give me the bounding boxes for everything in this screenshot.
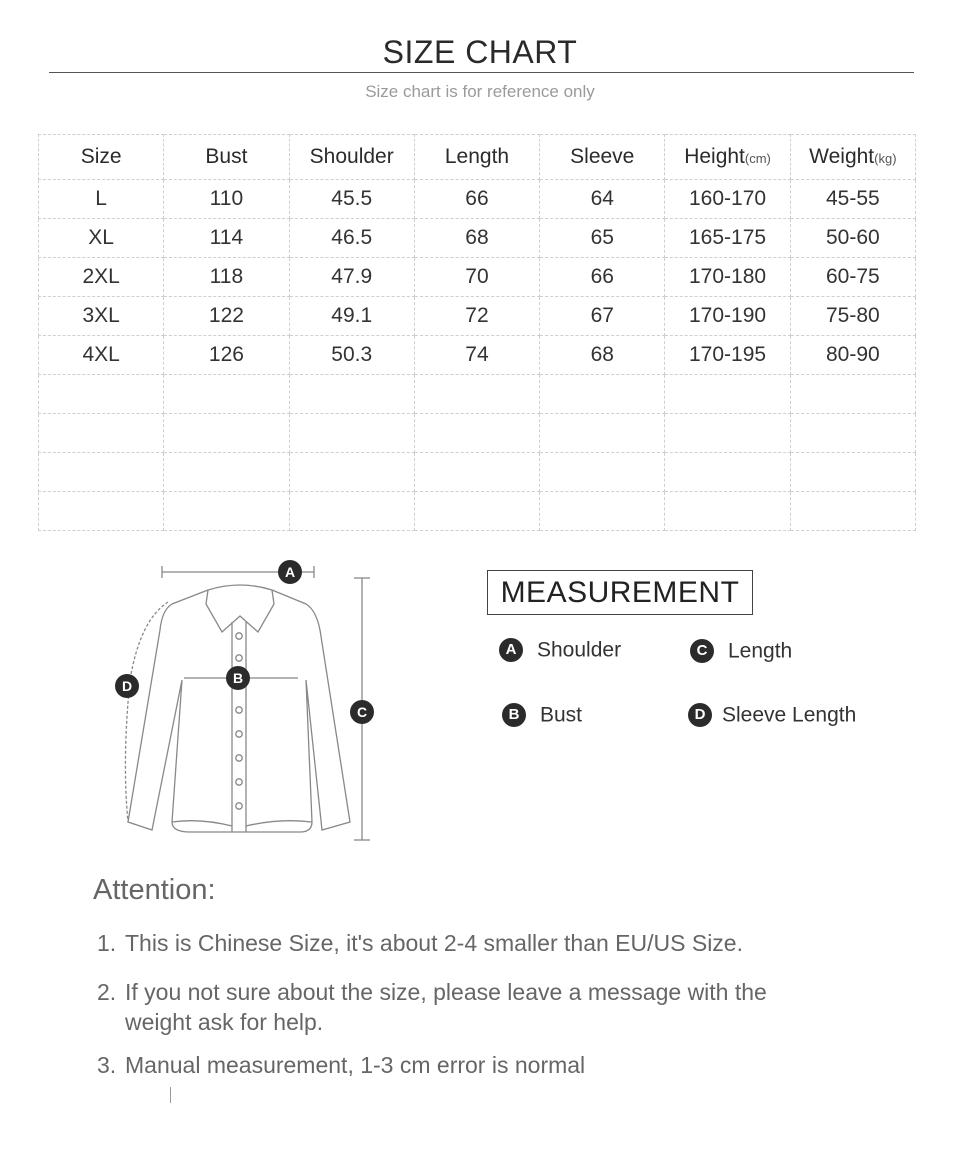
table-row-empty: [39, 414, 916, 453]
legend-length-label: Length: [728, 639, 793, 663]
attention-item-3-num: 3.: [97, 1052, 117, 1078]
empty-cell: [39, 453, 164, 492]
legend-sleeve-length: [688, 703, 856, 727]
cell-height: 170-180: [665, 258, 790, 297]
empty-cell: [289, 492, 414, 531]
attention-item-2-text-cont: weight ask for help.: [125, 1009, 324, 1035]
col-header-shoulder: Shoulder: [289, 135, 414, 180]
title-divider: [49, 72, 914, 73]
empty-cell: [39, 492, 164, 531]
cell-shoulder: 50.3: [289, 336, 414, 375]
empty-cell: [414, 375, 539, 414]
cell-size: XL: [39, 219, 164, 258]
legend-d-badge: D: [688, 703, 712, 727]
cell-bust: 126: [164, 336, 289, 375]
empty-cell: [665, 414, 790, 453]
empty-cell: [540, 414, 665, 453]
marker-a-label: A: [284, 564, 296, 580]
cell-height: 165-175: [665, 219, 790, 258]
empty-cell: [540, 453, 665, 492]
cell-bust: 114: [164, 219, 289, 258]
cell-shoulder: 49.1: [289, 297, 414, 336]
empty-cell: [164, 414, 289, 453]
attention-item-3: [97, 1050, 585, 1080]
size-table: [38, 134, 916, 531]
divider-tick: [170, 1087, 171, 1103]
attention-item-3-text: Manual measurement, 1-3 cm error is normal: [125, 1052, 586, 1078]
col-header-length: Length: [414, 135, 539, 180]
cell-height: 170-190: [665, 297, 790, 336]
empty-cell: [289, 414, 414, 453]
cell-sleeve: 68: [540, 336, 665, 375]
height-label: Height: [684, 145, 745, 168]
cell-size: 2XL: [39, 258, 164, 297]
empty-cell: [665, 375, 790, 414]
empty-cell: [790, 453, 915, 492]
col-header-weight: [790, 135, 915, 180]
legend-length: [690, 639, 792, 663]
cell-shoulder: 47.9: [289, 258, 414, 297]
table-body: [39, 180, 916, 531]
col-header-size: Size: [39, 135, 164, 180]
legend-shoulder-label: Shoulder: [537, 638, 622, 662]
page-subtitle: Size chart is for reference only: [365, 82, 595, 101]
legend-a-badge: A: [499, 638, 523, 662]
attention-item-1: [97, 928, 743, 958]
cell-sleeve: 66: [540, 258, 665, 297]
cell-length: 68: [414, 219, 539, 258]
legend-shoulder: [499, 638, 621, 662]
attention-item-1-text: This is Chinese Size, it's about 2-4 smaller than EU/US Size.: [125, 930, 743, 956]
cell-bust: 110: [164, 180, 289, 219]
empty-cell: [414, 492, 539, 531]
legend-b-badge: B: [502, 703, 526, 727]
legend-c-badge: C: [690, 639, 714, 663]
marker-b-label: B: [232, 670, 244, 686]
cell-shoulder: 45.5: [289, 180, 414, 219]
measurement-title: MEASUREMENT: [487, 570, 753, 615]
empty-cell: [414, 453, 539, 492]
col-header-height: [665, 135, 790, 180]
attention-item-1-num: 1.: [97, 930, 117, 956]
empty-cell: [790, 375, 915, 414]
table-row: [39, 336, 916, 375]
empty-cell: [540, 492, 665, 531]
col-header-sleeve: Sleeve: [540, 135, 665, 180]
empty-cell: [39, 414, 164, 453]
cell-weight: 80-90: [790, 336, 915, 375]
cell-length: 72: [414, 297, 539, 336]
attention-title: Attention:: [93, 874, 216, 906]
weight-label: Weight: [809, 145, 875, 168]
attention-item-2-text: If you not sure about the size, please leave a message with the: [125, 979, 767, 1005]
legend-sleeve-length-label: Sleeve Length: [722, 703, 857, 727]
cell-weight: 75-80: [790, 297, 915, 336]
empty-cell: [540, 375, 665, 414]
weight-unit: (kg): [874, 151, 897, 166]
empty-cell: [665, 453, 790, 492]
empty-cell: [164, 375, 289, 414]
empty-cell: [414, 414, 539, 453]
empty-cell: [790, 492, 915, 531]
empty-cell: [289, 453, 414, 492]
cell-sleeve: 67: [540, 297, 665, 336]
empty-cell: [164, 492, 289, 531]
cell-height: 160-170: [665, 180, 790, 219]
cell-shoulder: 46.5: [289, 219, 414, 258]
cell-weight: 50-60: [790, 219, 915, 258]
marker-c-label: C: [356, 704, 368, 720]
cell-bust: 118: [164, 258, 289, 297]
cell-size: 3XL: [39, 297, 164, 336]
table-row-empty: [39, 375, 916, 414]
cell-sleeve: 65: [540, 219, 665, 258]
empty-cell: [790, 414, 915, 453]
legend-bust-label: Bust: [540, 703, 583, 727]
cell-weight: 60-75: [790, 258, 915, 297]
col-header-bust: Bust: [164, 135, 289, 180]
cell-length: 66: [414, 180, 539, 219]
legend-bust: [502, 703, 582, 727]
cell-length: 74: [414, 336, 539, 375]
table-row-empty: [39, 492, 916, 531]
cell-size: L: [39, 180, 164, 219]
cell-length: 70: [414, 258, 539, 297]
cell-bust: 122: [164, 297, 289, 336]
marker-d-label: D: [121, 678, 133, 694]
table-row: [39, 180, 916, 219]
cell-height: 170-195: [665, 336, 790, 375]
attention-item-2: [97, 977, 767, 1037]
table-row-empty: [39, 453, 916, 492]
page-title: SIZE CHART: [382, 34, 578, 70]
table-header-row: [39, 135, 916, 180]
table-row: [39, 297, 916, 336]
empty-cell: [164, 453, 289, 492]
attention-item-2-num: 2.: [97, 979, 117, 1005]
empty-cell: [289, 375, 414, 414]
table-row: [39, 219, 916, 258]
height-unit: (cm): [744, 151, 771, 166]
table-row: [39, 258, 916, 297]
empty-cell: [665, 492, 790, 531]
shirt-diagram: [100, 560, 390, 850]
cell-size: 4XL: [39, 336, 164, 375]
cell-sleeve: 64: [540, 180, 665, 219]
empty-cell: [39, 375, 164, 414]
cell-weight: 45-55: [790, 180, 915, 219]
